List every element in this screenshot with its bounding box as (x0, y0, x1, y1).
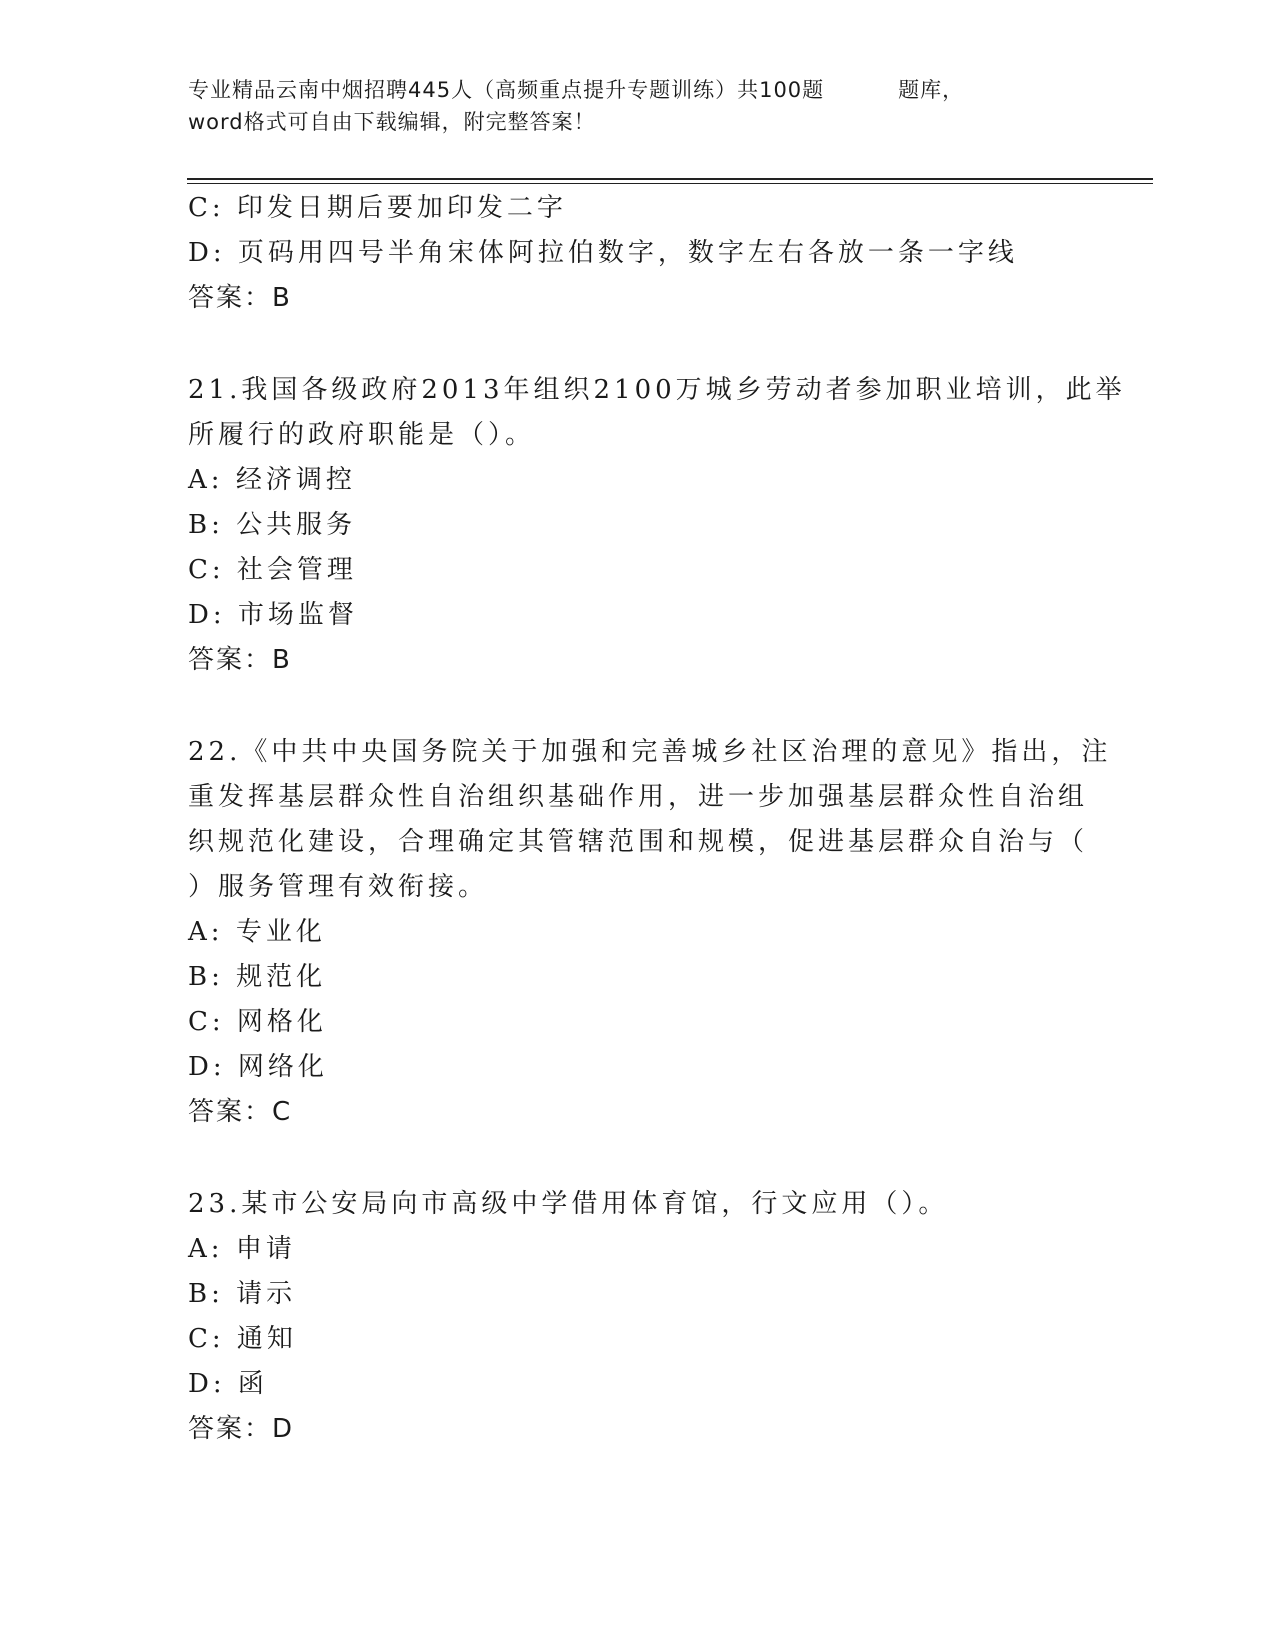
document-header (188, 74, 1108, 138)
option-text: 印发日期后要加印发二字 (236, 193, 567, 223)
answer-line: 答案：B (188, 283, 292, 313)
option-label: A: (188, 1234, 224, 1264)
question-block-23 (188, 1182, 1088, 1452)
question-text-line: 所履行的政府职能是（）。 (188, 420, 536, 450)
option-text: 页码用四号半角宋体阿拉伯数字，数字左右各放一条一字线 (237, 238, 1018, 268)
option-b (188, 955, 1088, 1000)
option-label: C: (188, 1007, 225, 1037)
option-label: D: (188, 600, 226, 630)
option-c (188, 1317, 1088, 1362)
answer-line: 答案：B (188, 645, 292, 675)
option-a (188, 458, 1088, 503)
question-text-line: 21.我国各级政府2013年组织2100万城乡劳动者参加职业培训，此举 (188, 375, 1126, 405)
option-text: 网络化 (237, 1052, 328, 1082)
option-c (188, 186, 1088, 231)
option-text: 社会管理 (236, 555, 357, 585)
option-label: C: (188, 1324, 225, 1354)
option-text: 公共服务 (236, 510, 357, 540)
option-text: 请示 (236, 1279, 297, 1309)
option-a (188, 910, 1088, 955)
question-block-previous (188, 186, 1088, 321)
question-text-line: 重发挥基层群众性自治组织基础作用，进一步加强基层群众性自治组 (188, 782, 1089, 812)
option-label: D: (188, 1369, 226, 1399)
question-text-line: ）服务管理有效衔接。 (188, 872, 489, 902)
option-label: C: (188, 193, 225, 223)
option-label: A: (188, 917, 224, 947)
question-text-line: 织规范化建设，合理确定其管辖范围和规模，促进基层群众自治与（ (188, 827, 1089, 857)
option-label: D: (188, 1052, 226, 1082)
header-line-1 (188, 74, 1108, 106)
option-text: 函 (237, 1369, 268, 1399)
question-text-line: 22.《中共中央国务院关于加强和完善城乡社区治理的意见》指出，注 (188, 737, 1112, 767)
option-a (188, 1227, 1088, 1272)
option-label: B: (188, 510, 224, 540)
option-d (188, 593, 1088, 638)
option-text: 专业化 (235, 917, 326, 947)
option-text: 申请 (235, 1234, 296, 1264)
option-label: B: (188, 1279, 224, 1309)
option-c (188, 548, 1088, 593)
option-d (188, 1045, 1088, 1090)
header-title: 专业精品云南中烟招聘445人（高频重点提升专题训练）共100题 (188, 78, 825, 102)
header-divider-thick (187, 178, 1153, 180)
option-text: 规范化 (236, 962, 327, 992)
option-c (188, 1000, 1088, 1045)
question-block-21 (188, 368, 1126, 683)
option-b (188, 1272, 1088, 1317)
option-b (188, 503, 1088, 548)
question-text-line: 23.某市公安局向市高级中学借用体育馆，行文应用（）。 (188, 1189, 949, 1219)
option-d (188, 231, 1088, 276)
answer-line: 答案：C (188, 1097, 293, 1127)
option-label: D: (188, 238, 226, 268)
option-text: 市场监督 (237, 600, 358, 630)
option-label: C: (188, 555, 225, 585)
header-line-2: word格式可自由下载编辑，附完整答案！ (188, 110, 596, 134)
option-text: 网格化 (236, 1007, 327, 1037)
answer-line: 答案：D (188, 1414, 295, 1444)
option-d (188, 1362, 1088, 1407)
option-text: 通知 (236, 1324, 297, 1354)
header-title-suffix: 题库， (898, 78, 965, 102)
option-label: A: (188, 465, 224, 495)
header-divider-thin (187, 183, 1153, 184)
question-list (188, 186, 1126, 1452)
option-text: 经济调控 (235, 465, 356, 495)
option-label: B: (188, 962, 224, 992)
question-block-22 (188, 730, 1112, 1135)
